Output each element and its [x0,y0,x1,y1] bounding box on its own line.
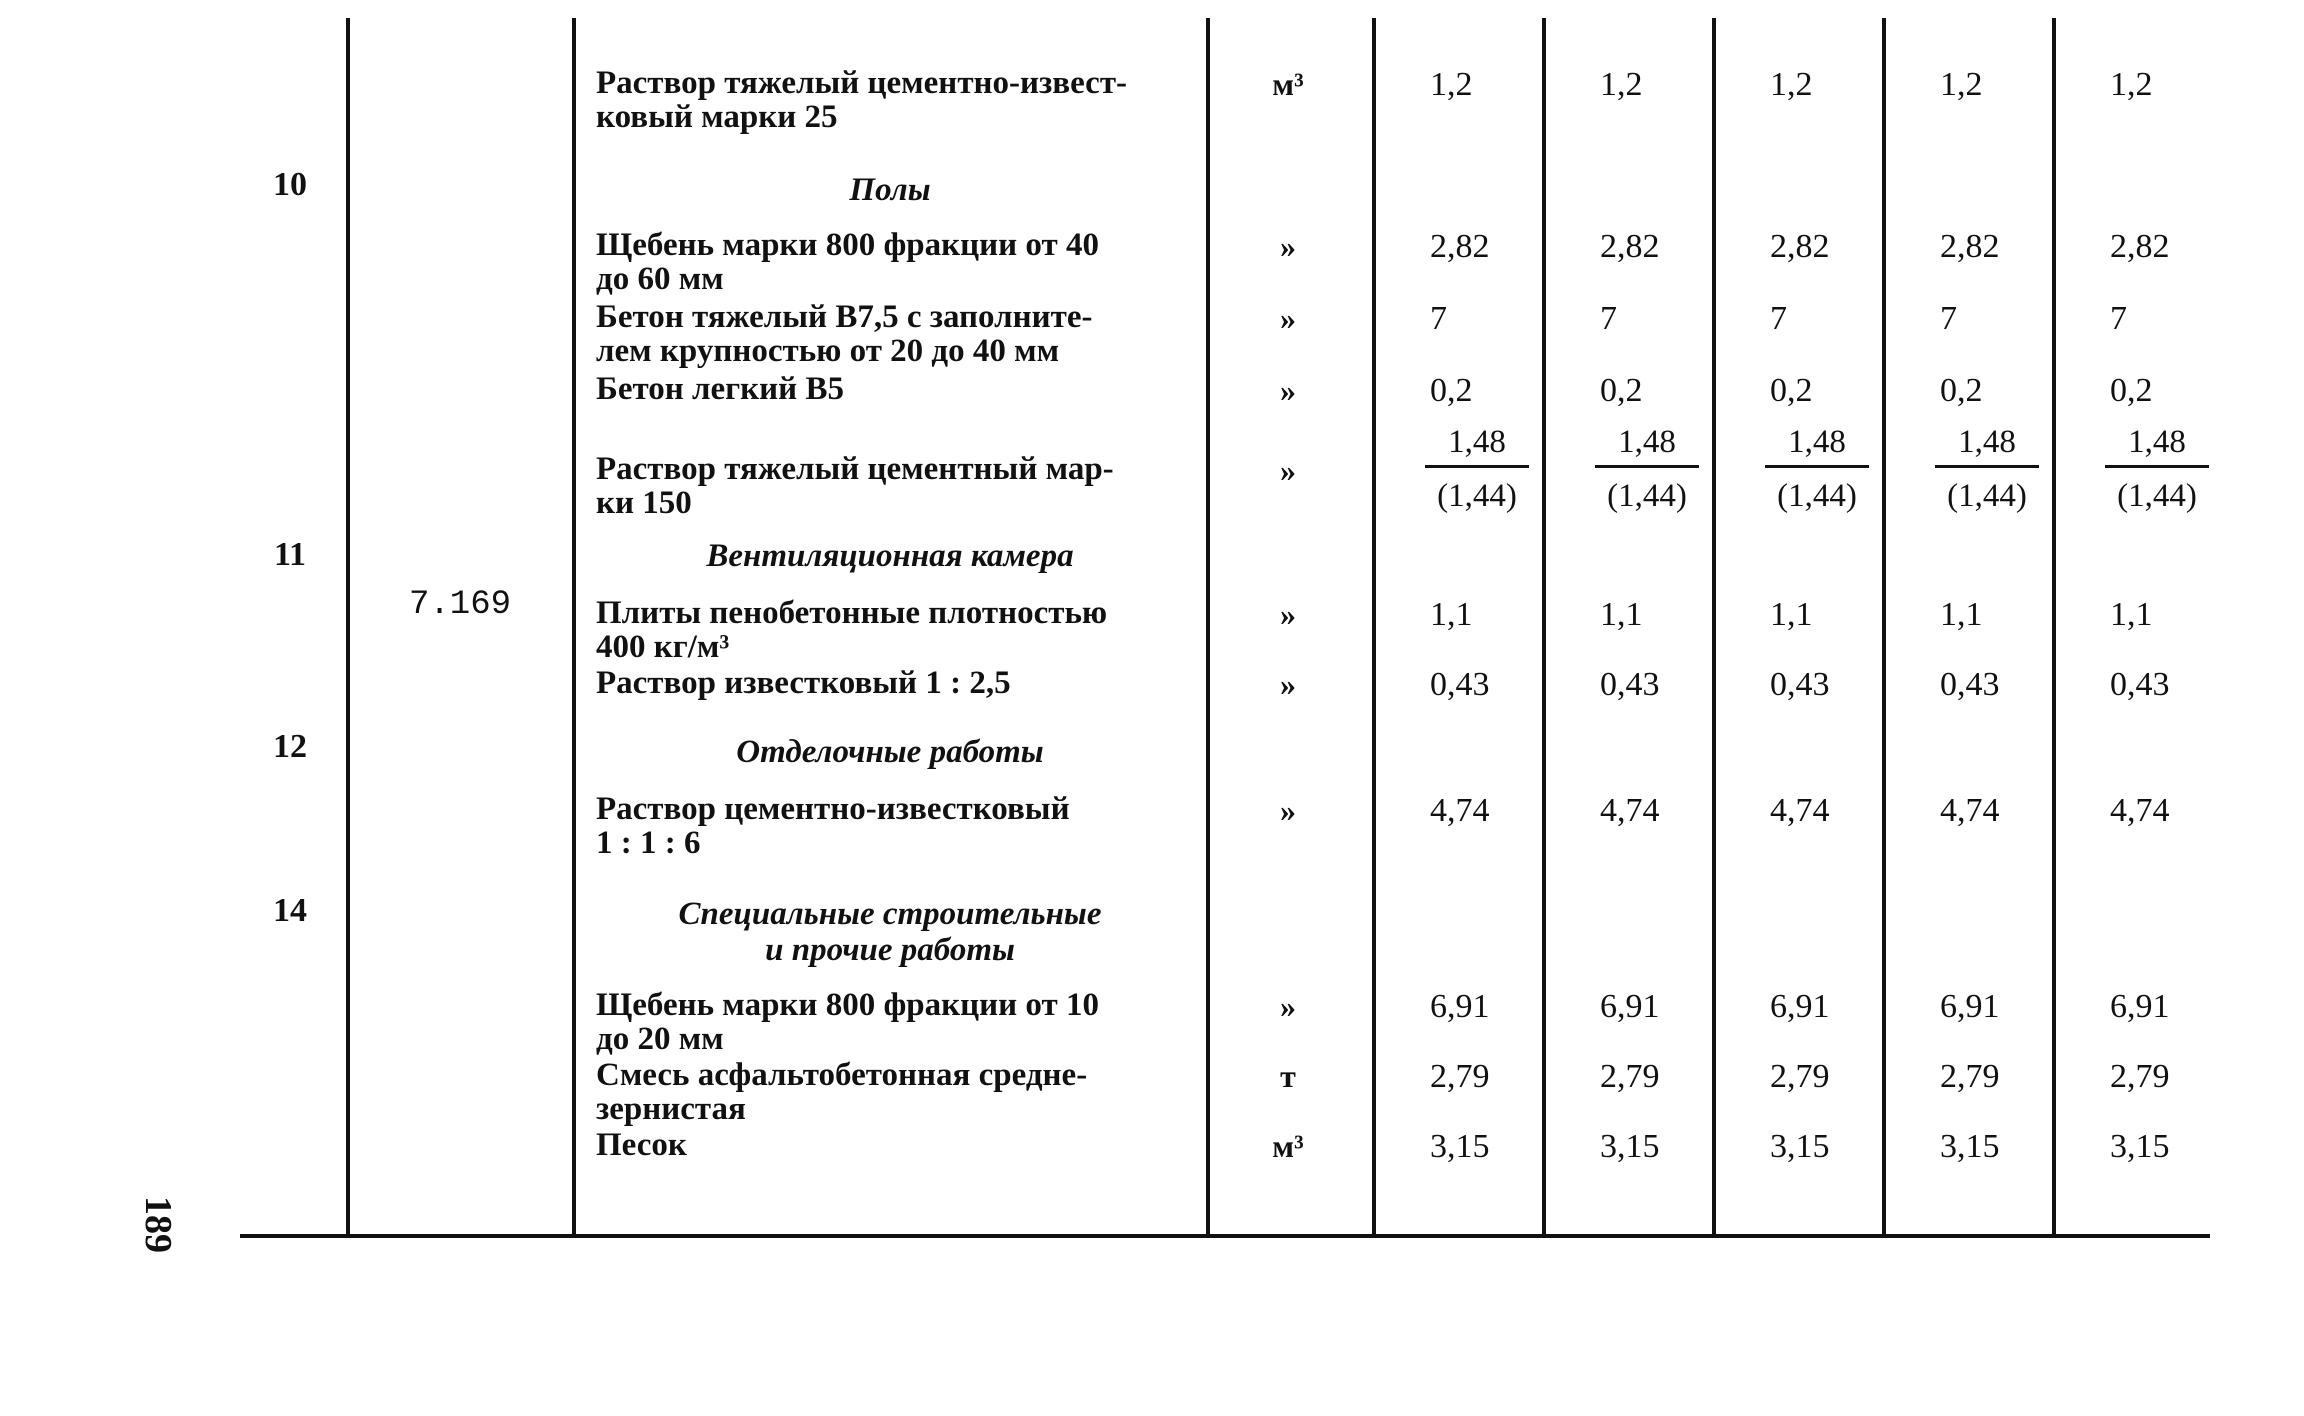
material-name: Раствор цементно-известковый 1 : 1 : 6 [596,791,1070,861]
row-number: 14 [273,892,307,929]
material-name: Раствор тяжелый цементно-извест- ковый марки 25 [596,65,1128,135]
value-cell: 2,82 [1600,228,1660,265]
value-cell: 1,1 [1430,596,1473,633]
material-unit: т [1280,1058,1296,1094]
value-cell: 3,15 [1600,1128,1660,1165]
column-rule [572,18,576,1234]
material-name: Бетон тяжелый B7,5 с заполните- лем крупностью от 20 до 40 мм [596,299,1093,369]
value-cell: 7 [1430,300,1447,337]
material-name: Песок [596,1127,687,1163]
table-bottom-rule [240,1234,2210,1238]
value-cell: 3,15 [1430,1128,1490,1165]
value-cell: 2,82 [2110,228,2170,265]
column-rule [1372,18,1376,1234]
value-cell: 7 [2110,300,2127,337]
value-cell: 7 [1770,300,1787,337]
value-cell: 0,43 [2110,666,2170,703]
fraction-numerator: 1,48 [1595,424,1699,468]
material-unit: » [1280,596,1296,632]
value-cell: 2,79 [1940,1058,2000,1095]
value-cell: 7 [1600,300,1617,337]
material-unit: » [1280,228,1296,264]
value-cell: 1,1 [1940,596,1983,633]
value-cell: 0,43 [1600,666,1660,703]
fraction-value [2072,424,2242,515]
fraction-numerator: 1,48 [2105,424,2209,468]
value-cell: 3,15 [1770,1128,1830,1165]
fraction-denominator: (1,44) [1777,478,1857,514]
value-cell: 0,2 [1600,372,1643,409]
norm-code: 7.169 [408,586,512,624]
value-cell: 0,43 [1940,666,2000,703]
material-unit: » [1280,988,1296,1024]
value-cell: 2,82 [1430,228,1490,265]
value-cell: 6,91 [1600,988,1660,1025]
material-name: Щебень марки 800 фракции от 40 до 60 мм [596,227,1099,297]
value-cell: 2,79 [1430,1058,1490,1095]
value-cell: 4,74 [1430,792,1490,829]
section-heading: Вентиляционная камера [706,538,1074,574]
value-cell: 1,2 [1770,66,1813,103]
material-unit: » [1280,792,1296,828]
value-cell: 2,82 [1940,228,2000,265]
fraction-denominator: (1,44) [1607,478,1687,514]
material-name: Щебень марки 800 фракции от 10 до 20 мм [596,987,1099,1057]
material-unit: » [1280,452,1296,488]
material-name: Плиты пенобетонные плотностью 400 кг/м³ [596,595,1108,665]
material-unit: м³ [1272,66,1304,102]
section-heading: Полы [849,172,931,208]
value-cell: 1,1 [1770,596,1813,633]
fraction-value [1562,424,1732,515]
value-cell: 6,91 [2110,988,2170,1025]
value-cell: 1,2 [2110,66,2153,103]
value-cell: 0,2 [2110,372,2153,409]
value-cell: 1,2 [1940,66,1983,103]
value-cell: 1,1 [2110,596,2153,633]
value-cell: 1,2 [1600,66,1643,103]
column-rule [346,18,350,1234]
fraction-value [1732,424,1902,515]
value-cell: 0,2 [1940,372,1983,409]
row-number: 10 [273,166,307,203]
value-cell: 2,79 [1600,1058,1660,1095]
value-cell: 0,43 [1770,666,1830,703]
row-number: 12 [273,728,307,765]
value-cell: 0,43 [1430,666,1490,703]
fraction-numerator: 1,48 [1425,424,1529,468]
value-cell: 4,74 [2110,792,2170,829]
value-cell: 7 [1940,300,1957,337]
row-number: 11 [273,536,307,573]
value-cell: 4,74 [1600,792,1660,829]
value-cell: 3,15 [1940,1128,2000,1165]
fraction-value [1392,424,1562,515]
value-cell: 1,2 [1430,66,1473,103]
material-name: Бетон легкий B5 [596,371,844,407]
value-cell: 2,79 [1770,1058,1830,1095]
material-unit: » [1280,300,1296,336]
fraction-denominator: (1,44) [1947,478,2027,514]
value-cell: 6,91 [1940,988,2000,1025]
fraction-denominator: (1,44) [2117,478,2197,514]
material-name: Раствор известковый 1 : 2,5 [596,665,1011,701]
value-cell: 2,82 [1770,228,1830,265]
value-cell: 4,74 [1940,792,2000,829]
section-heading: Отделочные работы [736,734,1044,770]
value-cell: 4,74 [1770,792,1830,829]
fraction-numerator: 1,48 [1765,424,1869,468]
value-cell: 1,1 [1600,596,1643,633]
page-number: 189 [137,1196,179,1253]
material-unit: » [1280,666,1296,702]
material-unit: » [1280,372,1296,408]
fraction-value [1902,424,2072,515]
material-name: Смесь асфальтобетонная средне- зернистая [596,1057,1088,1127]
value-cell: 6,91 [1770,988,1830,1025]
material-unit: м³ [1272,1128,1304,1164]
fraction-denominator: (1,44) [1437,478,1517,514]
value-cell: 0,2 [1770,372,1813,409]
section-heading: Специальные строительные и прочие работы [678,896,1102,968]
material-name: Раствор тяжелый цементный мар- ки 150 [596,451,1114,521]
value-cell: 3,15 [2110,1128,2170,1165]
value-cell: 6,91 [1430,988,1490,1025]
value-cell: 2,79 [2110,1058,2170,1095]
fraction-numerator: 1,48 [1935,424,2039,468]
value-cell: 0,2 [1430,372,1473,409]
